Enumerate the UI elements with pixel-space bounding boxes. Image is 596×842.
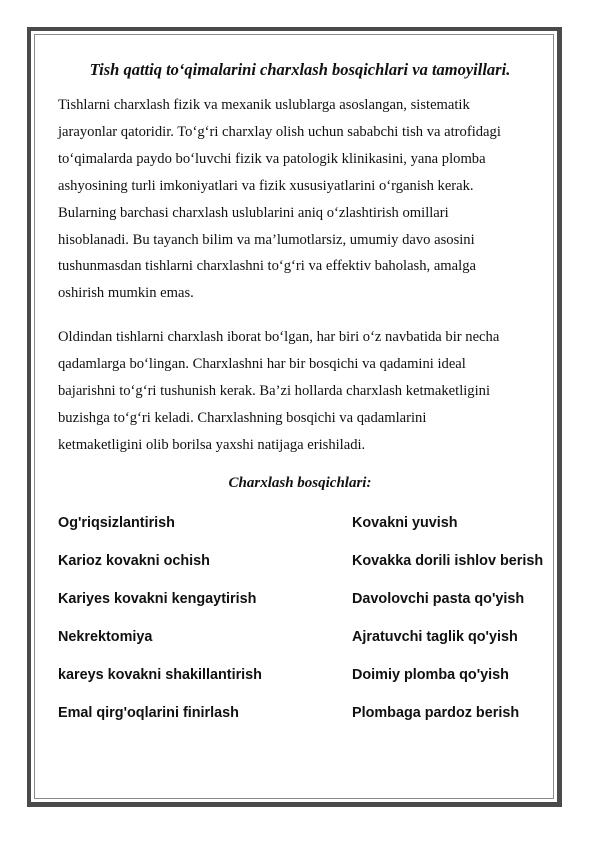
step-left-4: Nekrektomiya (58, 629, 153, 645)
step-right-4: Ajratuvchi taglik qo'yish (352, 629, 518, 645)
step-left-2: Karioz kovakni ochish (58, 553, 210, 569)
paragraph-stages (58, 324, 548, 459)
paragraph-line: oshirish mumkin emas. (58, 285, 194, 302)
step-right-3: Davolovchi pasta qo'yish (352, 591, 525, 607)
step-right-6: Plombaga pardoz berish (352, 705, 520, 721)
step-left-3: Kariyes kovakni kengaytirish (58, 591, 257, 607)
step-right-1: Kovakni yuvish (352, 515, 458, 531)
paragraph-line: Bularning barchasi charxlash uslublarini aniq o‘zlashtirish omillari (58, 204, 449, 221)
paragraph-line: ashyosining turli imkoniyatlari va fizik xususiyatlarini o‘rganish kerak. (58, 177, 474, 194)
step-left-1: Og'riqsizlantirish (58, 515, 175, 531)
paragraph-line: tushunmasdan tishlarni charxlashni to‘g‘ri va effektiv baholash, amalga (58, 258, 476, 275)
step-right-5: Doimiy plomba qo'yish (352, 667, 509, 683)
step-left-6: Emal qirg'oqlarini finirlash (58, 705, 239, 721)
paragraph-line: to‘qimalarda paydo bo‘luvchi fizik va patologik klinikasini, yana plomba (58, 150, 486, 167)
paragraph-line: Tishlarni charxlash fizik va mexanik uslublarga asoslangan, sistematik (58, 97, 470, 113)
paragraph-line: hisoblanadi. Bu tayanch bilim va ma’lumotlarsiz, umumiy davo asosini (58, 231, 475, 248)
paragraph-intro (58, 92, 548, 307)
document-title: Tish qattiq to‘qimalarini charxlash bosqichlari va tamoyillari. (89, 60, 511, 79)
step-right-2: Kovakka dorili ishlov berish (352, 553, 544, 569)
paragraph-line: Oldindan tishlarni charxlash iborat bo‘lgan, har biri o‘z navbatida bir necha (58, 329, 500, 345)
step-left-5: kareys kovakni shakillantirish (58, 667, 262, 683)
paragraph-line: jarayonlar qatoridir. To‘g‘ri charxlay olish uchun sababchi tish va atrofidagi (58, 123, 501, 140)
paragraph-line: qadamlarga bo‘lingan. Charxlashni har bir bosqichi va qadamini ideal (58, 355, 466, 372)
paragraph-line: buzishga to‘g‘ri keladi. Charxlashning bosqichi va qadamlarini (58, 409, 427, 426)
paragraph-line: bajarishni to‘g‘ri tushunish kerak. Ba’zi hollarda charxlash ketmaketligini (58, 382, 491, 399)
steps-heading: Charxlash bosqichlari: (228, 475, 372, 491)
paragraph-line: ketmaketligini olib borilsa yaxshi natijaga erishiladi. (58, 436, 366, 453)
